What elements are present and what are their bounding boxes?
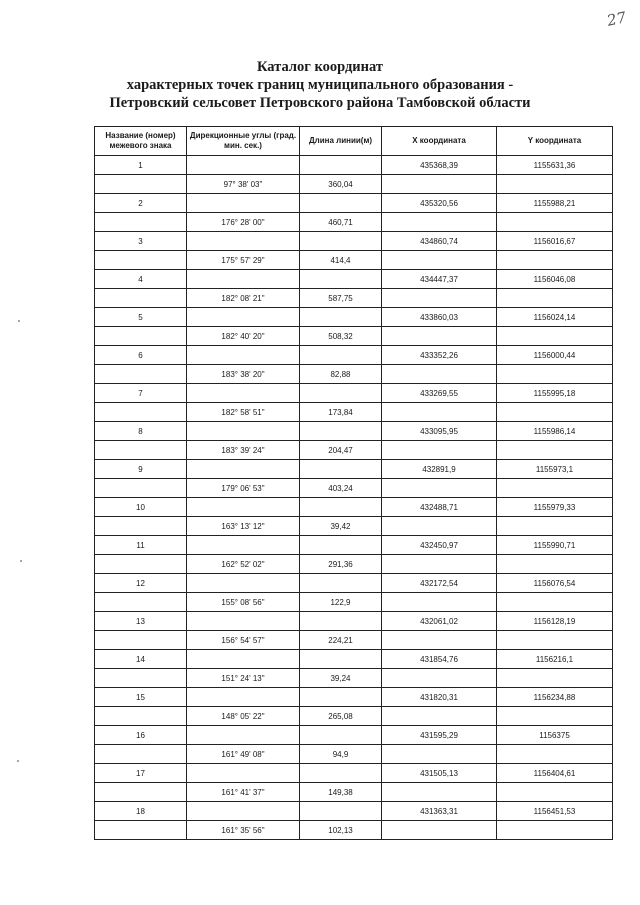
empty-cell (382, 479, 497, 498)
empty-cell (497, 251, 613, 270)
empty-cell (300, 194, 382, 213)
point-name-cell: 5 (95, 308, 187, 327)
table-body (95, 156, 613, 840)
table-header (95, 127, 613, 156)
empty-cell (497, 365, 613, 384)
empty-cell (382, 365, 497, 384)
table-row-point (95, 270, 613, 289)
empty-cell (382, 403, 497, 422)
x-coordinate-cell: 433352,26 (382, 346, 497, 365)
point-name-cell: 18 (95, 802, 187, 821)
empty-cell (95, 783, 187, 802)
x-coordinate-cell: 433860,03 (382, 308, 497, 327)
document-title (0, 58, 640, 112)
point-name-cell: 3 (95, 232, 187, 251)
table-row-segment (95, 707, 613, 726)
table-row-point (95, 688, 613, 707)
header-length: Длина линии(м) (300, 127, 382, 156)
empty-cell (187, 574, 300, 593)
empty-cell (95, 441, 187, 460)
y-coordinate-cell: 1156451,53 (497, 802, 613, 821)
table-row-point (95, 536, 613, 555)
table-row-point (95, 650, 613, 669)
table-row-point (95, 422, 613, 441)
empty-cell (187, 460, 300, 479)
table-row-segment (95, 403, 613, 422)
bearing-cell: 182° 40' 20" (187, 327, 300, 346)
empty-cell (187, 536, 300, 555)
x-coordinate-cell: 433095,95 (382, 422, 497, 441)
x-coordinate-cell: 432450,97 (382, 536, 497, 555)
y-coordinate-cell: 1155995,18 (497, 384, 613, 403)
empty-cell (300, 726, 382, 745)
empty-cell (497, 175, 613, 194)
empty-cell (300, 346, 382, 365)
empty-cell (382, 745, 497, 764)
bearing-cell: 175° 57' 29" (187, 251, 300, 270)
bearing-cell: 151° 24' 13" (187, 669, 300, 688)
empty-cell (187, 194, 300, 213)
length-cell: 403,24 (300, 479, 382, 498)
bearing-cell: 97° 38' 03" (187, 175, 300, 194)
table-row-segment (95, 821, 613, 840)
bearing-cell: 176° 28' 00" (187, 213, 300, 232)
empty-cell (95, 745, 187, 764)
empty-cell (300, 308, 382, 327)
x-coordinate-cell: 431363,31 (382, 802, 497, 821)
x-coordinate-cell: 434447,37 (382, 270, 497, 289)
table-row-point (95, 232, 613, 251)
empty-cell (382, 631, 497, 650)
empty-cell (497, 479, 613, 498)
empty-cell (497, 669, 613, 688)
empty-cell (382, 213, 497, 232)
table-row-segment (95, 631, 613, 650)
point-name-cell: 14 (95, 650, 187, 669)
table-row-point (95, 194, 613, 213)
length-cell: 414,4 (300, 251, 382, 270)
empty-cell (300, 422, 382, 441)
empty-cell (300, 536, 382, 555)
length-cell: 204,47 (300, 441, 382, 460)
bearing-cell: 162° 52' 02" (187, 555, 300, 574)
y-coordinate-cell: 1155979,33 (497, 498, 613, 517)
y-coordinate-cell: 1156000,44 (497, 346, 613, 365)
length-cell: 39,24 (300, 669, 382, 688)
empty-cell (497, 745, 613, 764)
empty-cell (300, 270, 382, 289)
empty-cell (382, 821, 497, 840)
empty-cell (497, 821, 613, 840)
empty-cell (187, 422, 300, 441)
length-cell: 173,84 (300, 403, 382, 422)
empty-cell (95, 707, 187, 726)
x-coordinate-cell: 432061,02 (382, 612, 497, 631)
bearing-cell: 183° 39' 24" (187, 441, 300, 460)
empty-cell (497, 783, 613, 802)
point-name-cell: 17 (95, 764, 187, 783)
empty-cell (382, 555, 497, 574)
point-name-cell: 9 (95, 460, 187, 479)
empty-cell (497, 403, 613, 422)
x-coordinate-cell: 432172,54 (382, 574, 497, 593)
empty-cell (300, 574, 382, 593)
y-coordinate-cell: 1156046,08 (497, 270, 613, 289)
point-name-cell: 6 (95, 346, 187, 365)
empty-cell (187, 650, 300, 669)
scan-speck (18, 320, 20, 322)
y-coordinate-cell: 1155973,1 (497, 460, 613, 479)
empty-cell (95, 403, 187, 422)
x-coordinate-cell: 432891,9 (382, 460, 497, 479)
bearing-cell: 148° 05' 22" (187, 707, 300, 726)
table-row-point (95, 612, 613, 631)
point-name-cell: 16 (95, 726, 187, 745)
length-cell: 360,04 (300, 175, 382, 194)
point-name-cell: 8 (95, 422, 187, 441)
table-row-segment (95, 251, 613, 270)
table-row-point (95, 726, 613, 745)
point-name-cell: 12 (95, 574, 187, 593)
x-coordinate-cell: 435320,56 (382, 194, 497, 213)
empty-cell (497, 593, 613, 612)
empty-cell (187, 726, 300, 745)
table-row-point (95, 802, 613, 821)
bearing-cell: 161° 49' 08" (187, 745, 300, 764)
empty-cell (382, 593, 497, 612)
point-name-cell: 10 (95, 498, 187, 517)
y-coordinate-cell: 1155988,21 (497, 194, 613, 213)
empty-cell (497, 555, 613, 574)
point-name-cell: 4 (95, 270, 187, 289)
empty-cell (300, 498, 382, 517)
header-y: Y координата (497, 127, 613, 156)
empty-cell (187, 688, 300, 707)
empty-cell (382, 517, 497, 536)
empty-cell (497, 289, 613, 308)
empty-cell (95, 327, 187, 346)
y-coordinate-cell: 1155986,14 (497, 422, 613, 441)
point-name-cell: 13 (95, 612, 187, 631)
scan-speck (17, 760, 19, 762)
table-row-segment (95, 669, 613, 688)
empty-cell (95, 517, 187, 536)
length-cell: 149,38 (300, 783, 382, 802)
table-row-point (95, 346, 613, 365)
table-row-point (95, 764, 613, 783)
empty-cell (382, 289, 497, 308)
bearing-cell: 182° 58' 51" (187, 403, 300, 422)
y-coordinate-cell: 1156024,14 (497, 308, 613, 327)
header-bearing: Дирекционные углы (град. мин. сек.) (187, 127, 300, 156)
length-cell: 291,36 (300, 555, 382, 574)
point-name-cell: 1 (95, 156, 187, 175)
empty-cell (497, 441, 613, 460)
empty-cell (187, 802, 300, 821)
table-row-segment (95, 517, 613, 536)
scan-speck (20, 560, 22, 562)
table-row-point (95, 156, 613, 175)
bearing-cell: 182° 08' 21" (187, 289, 300, 308)
empty-cell (95, 669, 187, 688)
empty-cell (382, 707, 497, 726)
table-row-point (95, 574, 613, 593)
empty-cell (497, 631, 613, 650)
empty-cell (95, 821, 187, 840)
handwritten-page-number: 27 (605, 8, 628, 30)
x-coordinate-cell: 435368,39 (382, 156, 497, 175)
bearing-cell: 156° 54' 57" (187, 631, 300, 650)
length-cell: 265,08 (300, 707, 382, 726)
empty-cell (300, 612, 382, 631)
table-row-segment (95, 327, 613, 346)
point-name-cell: 11 (95, 536, 187, 555)
x-coordinate-cell: 431820,31 (382, 688, 497, 707)
empty-cell (95, 479, 187, 498)
header-point-name: Название (номер) межевого знака (95, 127, 187, 156)
table-row-segment (95, 213, 613, 232)
length-cell: 122,9 (300, 593, 382, 612)
y-coordinate-cell: 1155990,71 (497, 536, 613, 555)
table-row-point (95, 308, 613, 327)
empty-cell (300, 156, 382, 175)
y-coordinate-cell: 1156404,61 (497, 764, 613, 783)
x-coordinate-cell: 431854,76 (382, 650, 497, 669)
table-row-segment (95, 479, 613, 498)
x-coordinate-cell: 433269,55 (382, 384, 497, 403)
table-row-segment (95, 555, 613, 574)
bearing-cell: 183° 38' 20" (187, 365, 300, 384)
empty-cell (300, 688, 382, 707)
empty-cell (187, 384, 300, 403)
table-row-segment (95, 441, 613, 460)
empty-cell (382, 783, 497, 802)
empty-cell (187, 156, 300, 175)
empty-cell (497, 213, 613, 232)
y-coordinate-cell: 1156375 (497, 726, 613, 745)
empty-cell (95, 175, 187, 194)
empty-cell (95, 289, 187, 308)
length-cell: 39,42 (300, 517, 382, 536)
empty-cell (187, 346, 300, 365)
table-header-row (95, 127, 613, 156)
table-row-point (95, 460, 613, 479)
empty-cell (300, 650, 382, 669)
empty-cell (382, 175, 497, 194)
length-cell: 508,32 (300, 327, 382, 346)
empty-cell (382, 441, 497, 460)
empty-cell (187, 308, 300, 327)
length-cell: 102,13 (300, 821, 382, 840)
empty-cell (187, 232, 300, 251)
empty-cell (187, 612, 300, 631)
x-coordinate-cell: 431505,13 (382, 764, 497, 783)
table-row-segment (95, 365, 613, 384)
empty-cell (187, 764, 300, 783)
table-row-point (95, 498, 613, 517)
empty-cell (382, 327, 497, 346)
table-row-segment (95, 593, 613, 612)
y-coordinate-cell: 1156128,19 (497, 612, 613, 631)
empty-cell (95, 365, 187, 384)
coordinates-table (94, 126, 613, 840)
empty-cell (300, 802, 382, 821)
empty-cell (95, 631, 187, 650)
point-name-cell: 2 (95, 194, 187, 213)
title-line-1: Каталог координат (256, 59, 384, 75)
title-line-2: характерных точек границ муниципального образования - (126, 77, 514, 93)
bearing-cell: 161° 35' 56" (187, 821, 300, 840)
table-row-segment (95, 783, 613, 802)
empty-cell (95, 213, 187, 232)
point-name-cell: 7 (95, 384, 187, 403)
length-cell: 224,21 (300, 631, 382, 650)
table-row-point (95, 384, 613, 403)
empty-cell (300, 460, 382, 479)
table-row-segment (95, 289, 613, 308)
empty-cell (497, 327, 613, 346)
bearing-cell: 179° 06' 53" (187, 479, 300, 498)
empty-cell (497, 517, 613, 536)
length-cell: 460,71 (300, 213, 382, 232)
empty-cell (300, 384, 382, 403)
empty-cell (497, 707, 613, 726)
length-cell: 94,9 (300, 745, 382, 764)
bearing-cell: 163° 13' 12" (187, 517, 300, 536)
y-coordinate-cell: 1155631,36 (497, 156, 613, 175)
empty-cell (300, 764, 382, 783)
empty-cell (300, 232, 382, 251)
empty-cell (382, 669, 497, 688)
empty-cell (95, 251, 187, 270)
bearing-cell: 161° 41' 37" (187, 783, 300, 802)
x-coordinate-cell: 431595,29 (382, 726, 497, 745)
x-coordinate-cell: 434860,74 (382, 232, 497, 251)
y-coordinate-cell: 1156216,1 (497, 650, 613, 669)
empty-cell (187, 270, 300, 289)
length-cell: 82,88 (300, 365, 382, 384)
y-coordinate-cell: 1156016,67 (497, 232, 613, 251)
point-name-cell: 15 (95, 688, 187, 707)
y-coordinate-cell: 1156076,54 (497, 574, 613, 593)
table-row-segment (95, 745, 613, 764)
bearing-cell: 155° 08' 56" (187, 593, 300, 612)
header-x: X координата (382, 127, 497, 156)
empty-cell (95, 593, 187, 612)
y-coordinate-cell: 1156234,88 (497, 688, 613, 707)
empty-cell (95, 555, 187, 574)
length-cell: 587,75 (300, 289, 382, 308)
x-coordinate-cell: 432488,71 (382, 498, 497, 517)
empty-cell (382, 251, 497, 270)
empty-cell (187, 498, 300, 517)
title-line-3: Петровский сельсовет Петровского района Тамбовской области (109, 95, 531, 111)
table-row-segment (95, 175, 613, 194)
